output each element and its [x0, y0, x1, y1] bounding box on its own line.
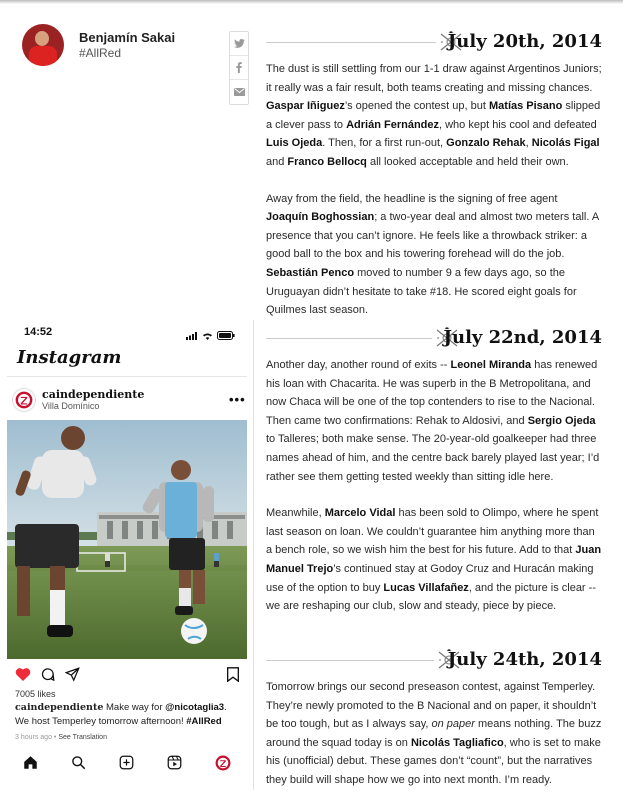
- date-header: [266, 30, 602, 56]
- player-name: Juan Manuel Trejo: [266, 544, 602, 575]
- club-badge-icon[interactable]: [12, 388, 36, 412]
- player-name: Lucas Villafañez: [383, 581, 469, 594]
- post-username[interactable]: caindependiente: [42, 388, 145, 401]
- battery-icon: [217, 327, 235, 345]
- instagram-post: [7, 320, 247, 790]
- player-name: Joaquín Boghossian: [266, 211, 375, 224]
- entry-date: July 20th, 2014: [447, 31, 602, 52]
- paragraph-text: , and the picture is clear -- we are reshaping our club, slow and steady, piece by piece.: [266, 581, 596, 613]
- player-name: Luis Ojeda: [266, 137, 323, 150]
- entry-date: July 24th, 2014: [447, 649, 602, 670]
- paragraph-text: has renewed his loan with Chacarita. He was superb in the B Metropolitana, and now Chaca will be one of the top contenders to rise to the Nacional. Then came two confirmations: Rehak to Aldosivi, and: [266, 359, 598, 427]
- player-name: Franco Bellocq: [287, 155, 367, 168]
- paragraph-text: . Then, for a first run-out,: [322, 137, 447, 150]
- see-translation-link[interactable]: See Translation: [58, 734, 107, 741]
- home-icon[interactable]: [23, 755, 38, 775]
- paragraph-text: , who kept his cool and defeated: [439, 118, 597, 131]
- post-time: 3 hours ago • See Translation: [15, 734, 107, 741]
- paragraph-text: , who is set to make his (unofficial) debut. These games don’t “count”, but the narratives they build will shape how we go into next month. I’m ready.: [266, 736, 601, 786]
- paragraph-text: all looked acceptable and held their own.: [366, 155, 569, 168]
- player-name: Adrián Fernández: [346, 118, 439, 131]
- diary-entry: [266, 30, 602, 320]
- entry-paragraph: [266, 190, 602, 320]
- paragraph-text: moved to number 9 a few days ago, so the Uruguayan didn’t hesitate to take #18. He scored eight goals for Quilmes last season.: [266, 266, 577, 317]
- wifi-icon: [202, 327, 213, 345]
- author-name[interactable]: Benjamín Sakai: [79, 29, 176, 45]
- column-divider: [253, 320, 254, 790]
- status-time: 14:52: [24, 326, 53, 338]
- facebook-icon[interactable]: [230, 56, 248, 80]
- post-photo[interactable]: [7, 420, 247, 659]
- paragraph-text: ,: [525, 137, 532, 150]
- heart-icon[interactable]: [15, 667, 31, 686]
- player-name: Gonzalo Rehak: [446, 137, 526, 150]
- caption-username[interactable]: caindependiente: [15, 702, 104, 713]
- mail-icon[interactable]: [230, 80, 248, 104]
- diary-entry: [266, 326, 602, 616]
- share-send-icon[interactable]: [65, 667, 80, 687]
- profile-club-icon[interactable]: [215, 755, 231, 776]
- date-header: [266, 326, 602, 352]
- paragraph-text: slipped a clever pass to: [266, 100, 601, 131]
- add-post-icon[interactable]: [119, 755, 134, 775]
- share-bar: [229, 31, 249, 105]
- post-actions: [15, 667, 239, 683]
- paragraph-text: on paper: [431, 718, 475, 731]
- paragraph-text: ; a two-year deal and almost two meters tall. A presence that you can’t ignore. He feels like a throwback striker: a good ball to the box and his towering forehead will do the job.: [266, 211, 599, 261]
- paragraph-text: ’s continued stay at Godoy Cruz and Huracán making use of the option to buy: [266, 562, 594, 594]
- player-name: Leonel Miranda: [450, 359, 532, 371]
- player-name: Gaspar Iñiguez: [266, 100, 345, 113]
- player-name: Marcelo Vidal: [324, 507, 396, 520]
- post-caption: [15, 701, 243, 729]
- diary-entry: [266, 648, 602, 790]
- entry-paragraph: [266, 60, 602, 172]
- entry-date: July 22nd, 2014: [443, 327, 602, 348]
- author-block: [22, 24, 175, 66]
- top-shadow-bar: [0, 0, 623, 4]
- paragraph-text: means nothing. The buzz around the squad today is on: [266, 718, 602, 749]
- paragraph-text: Tomorrow brings our second preseason contest, against Temperley. They’re newly promoted to the B Nacional and on paper, it shouldn’t be too tough, but as I always say,: [266, 681, 597, 731]
- entry-paragraph: [266, 356, 602, 486]
- post-location[interactable]: Villa Domínico: [42, 401, 100, 411]
- search-icon[interactable]: [71, 755, 86, 775]
- time-ago: 3 hours ago: [15, 734, 52, 741]
- paragraph-text: ’s opened the contest up, but: [344, 100, 489, 113]
- more-options-icon[interactable]: •••: [229, 392, 246, 407]
- paragraph-text: and: [266, 155, 288, 168]
- signal-icon: [186, 327, 198, 345]
- caption-text: . We host Temperley tomorrow afternoon!: [15, 702, 227, 727]
- player-name: Matías Pisano: [489, 100, 563, 113]
- paragraph-text: The dust is still settling from our 1-1 draw against Argentinos Juniors; it really was a fair result, both teams creating and missing chances.: [266, 63, 602, 94]
- paragraph-text: Away from the field, the headline is the signing of free agent: [266, 192, 558, 205]
- instagram-logo: Instagram: [17, 347, 122, 368]
- caption-hashtag[interactable]: #AllRed: [186, 716, 222, 727]
- like-count[interactable]: 7005 likes: [15, 689, 56, 699]
- instagram-tab-bar: [7, 750, 247, 780]
- entry-paragraph: [266, 504, 602, 616]
- avatar[interactable]: [22, 24, 64, 66]
- player-name: Nicolás Tagliafico: [410, 736, 504, 749]
- player-name: Sebastián Penco: [266, 266, 355, 279]
- paragraph-text: Another day, another round of exits --: [266, 359, 451, 371]
- reels-icon[interactable]: [167, 755, 182, 775]
- entry-paragraph: [266, 678, 602, 790]
- twitter-icon[interactable]: [230, 32, 248, 56]
- paragraph-text: has been sold to Olimpo, where he spent last season on loan. We couldn’t guarantee him anything more than a bench role, so we wish him the best for his future. Add to that: [266, 507, 599, 557]
- phone-status-bar: [7, 320, 247, 346]
- post-header[interactable]: [12, 388, 144, 412]
- paragraph-text: Meanwhile,: [266, 507, 325, 520]
- caption-mention[interactable]: @nicotaglia3: [165, 702, 225, 713]
- paragraph-text: to Talleres; both make sense. The 20-year-old goalkeeper had three names ahead of him, and the centre back barely played last year; I’d rather see them getting tested weekly than sitting idle here.: [266, 433, 600, 483]
- caption-text: Make way for: [103, 702, 166, 713]
- player-name: Sergio Ojeda: [527, 414, 596, 427]
- comment-icon[interactable]: [40, 667, 55, 687]
- bookmark-icon[interactable]: [227, 667, 239, 687]
- date-header: [266, 648, 602, 674]
- author-hashtag[interactable]: #AllRed: [79, 45, 122, 60]
- player-name: Nicolás Figal: [531, 137, 600, 150]
